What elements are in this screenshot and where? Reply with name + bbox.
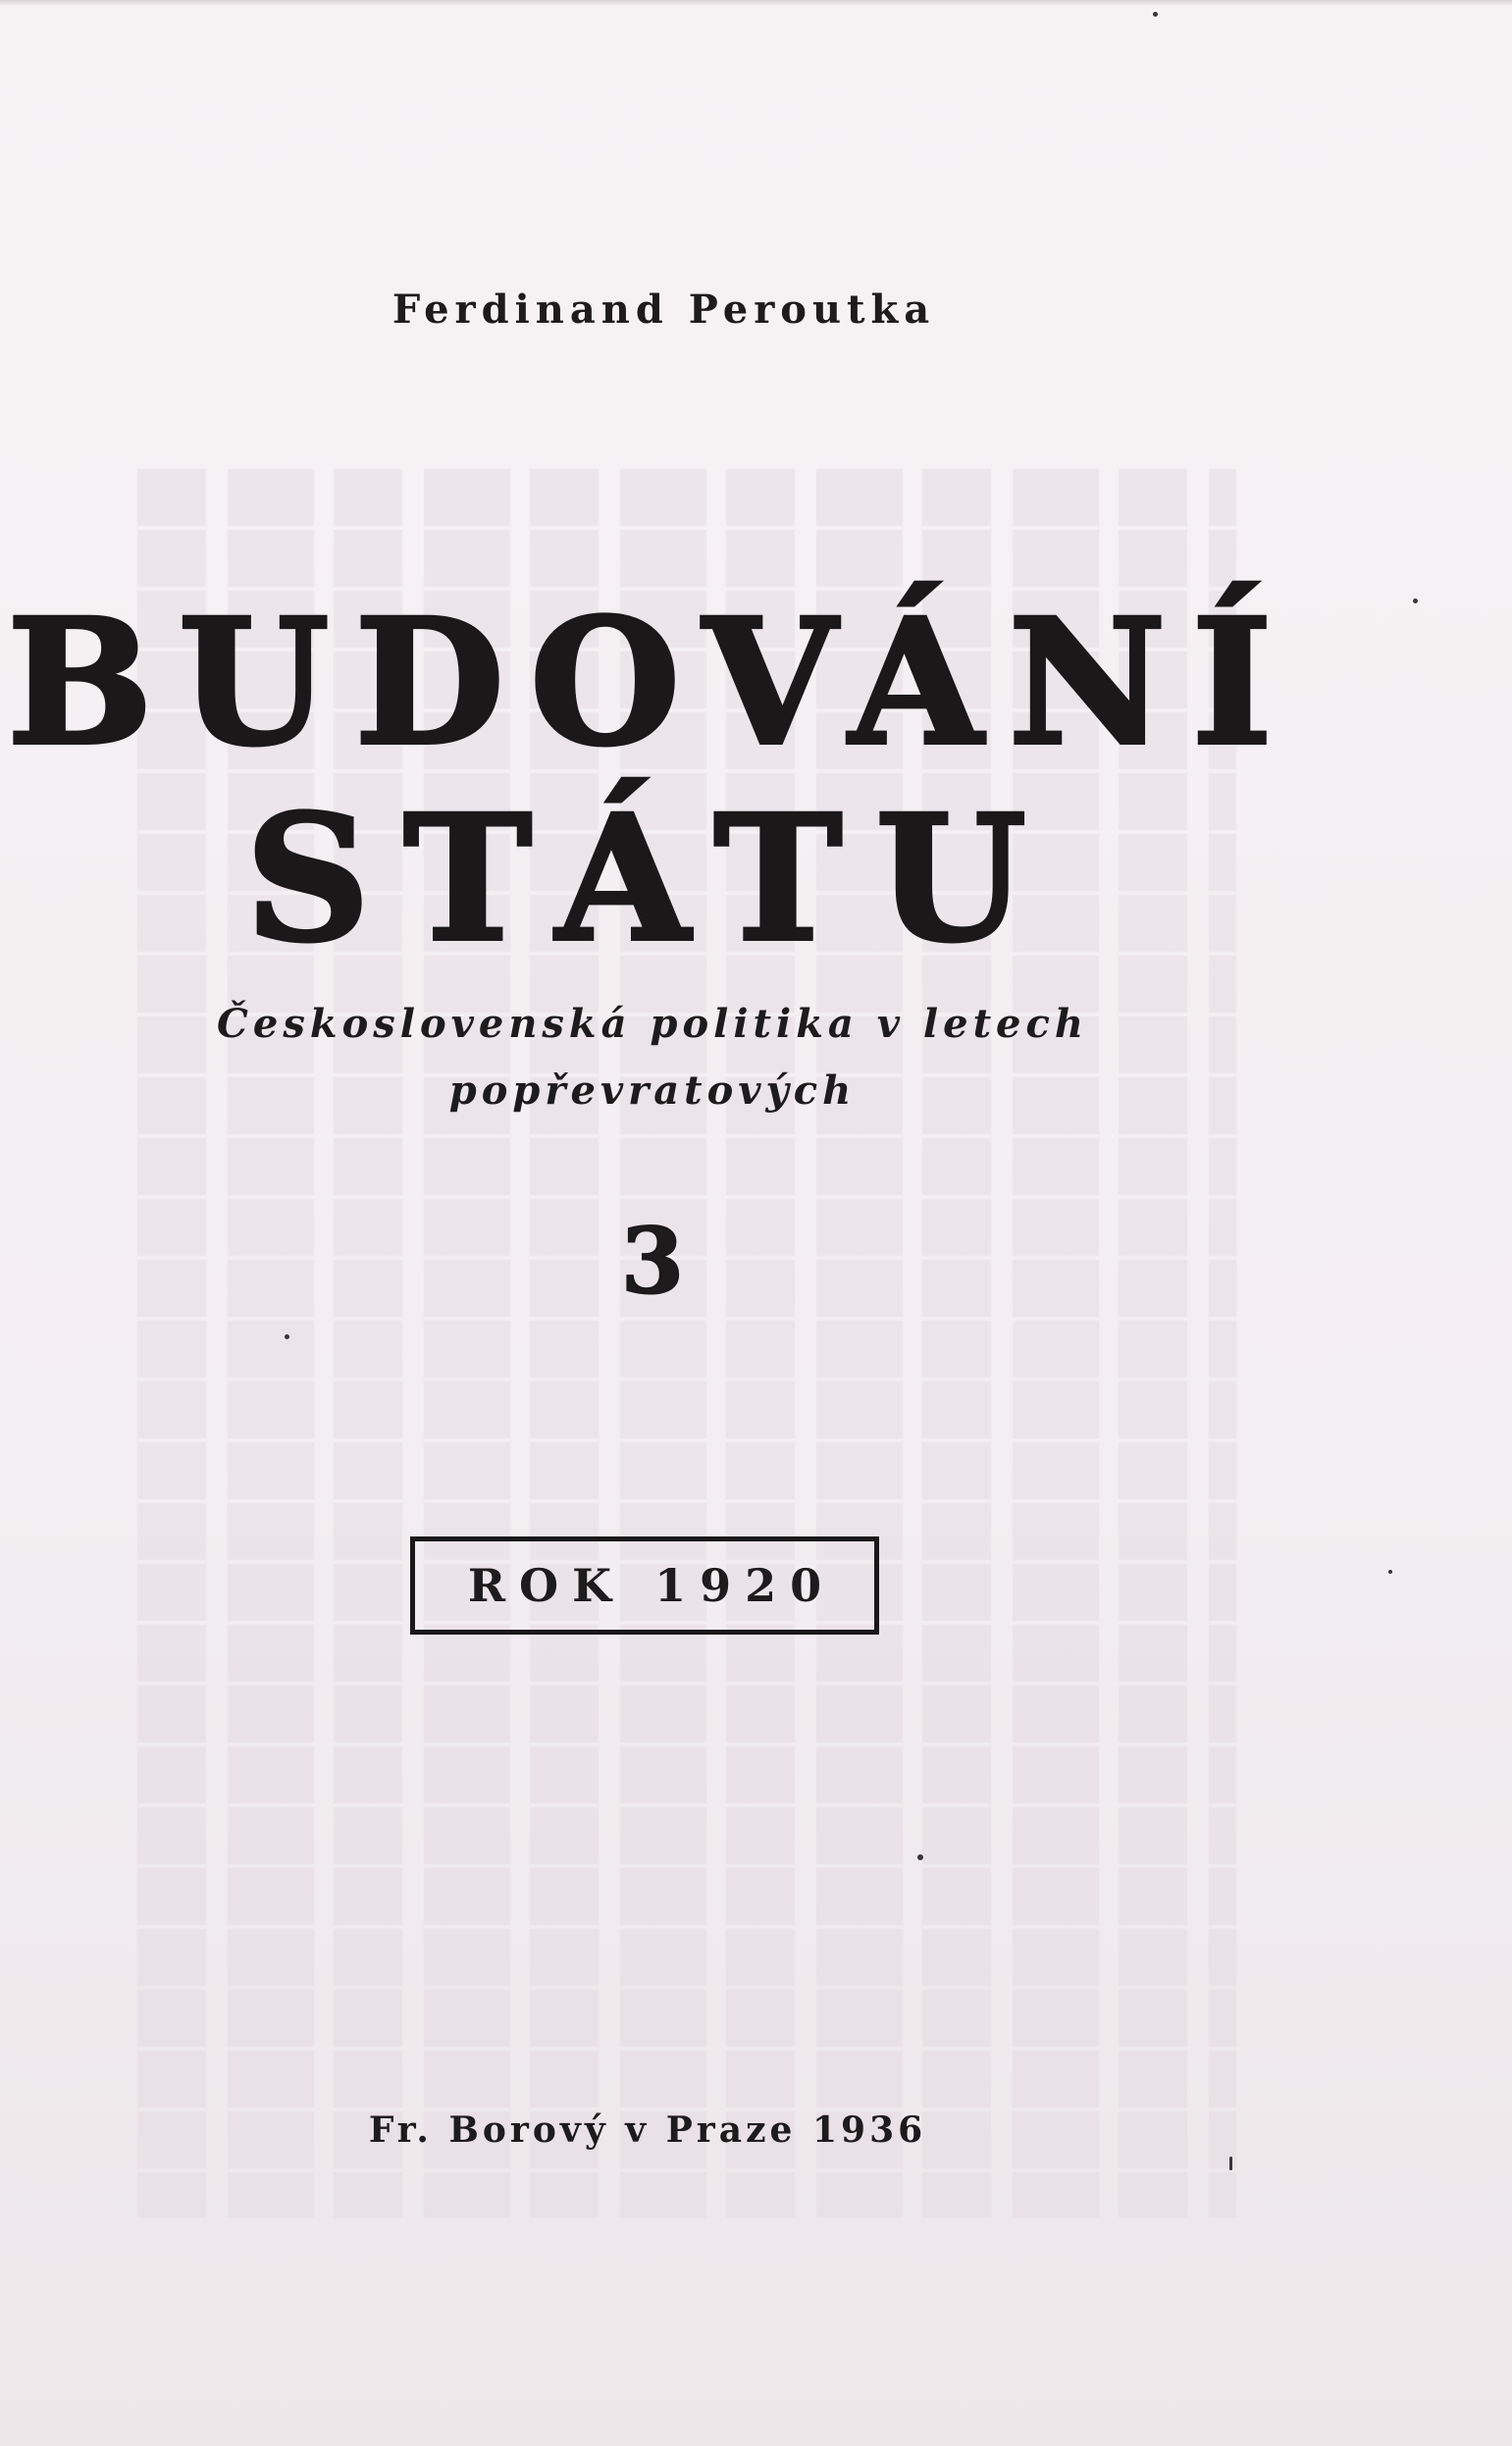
ink-speck	[1413, 598, 1418, 603]
show-through-line	[137, 1990, 1236, 2047]
show-through-line	[137, 469, 1236, 526]
ink-speck	[917, 1854, 923, 1860]
show-through-line	[137, 1868, 1236, 1925]
show-through-line	[137, 1442, 1236, 1499]
page-edge	[0, 0, 1512, 6]
show-through-heading-texture	[157, 363, 1246, 410]
subtitle-line-2: popřevratových	[448, 1067, 857, 1114]
show-through-line	[137, 1138, 1236, 1195]
show-through-line	[137, 1746, 1236, 1803]
show-through-line	[137, 1686, 1236, 1743]
show-through-line	[137, 1321, 1236, 1378]
show-through-line	[137, 530, 1236, 587]
year-label: ROK 1920	[467, 1559, 836, 1612]
book-title-line-2: STÁTU	[245, 777, 1060, 980]
show-through-line	[137, 1381, 1236, 1438]
subtitle-line-1: Československá politika v letech	[217, 1001, 1088, 1047]
ink-speck	[285, 1334, 289, 1339]
ink-speck	[1229, 2157, 1232, 2170]
show-through-line	[137, 2051, 1236, 2108]
publisher-imprint: Fr. Borový v Praze 1936	[368, 2109, 927, 2151]
author-name: Ferdinand Peroutka	[391, 286, 936, 333]
show-through-line	[137, 2172, 1236, 2217]
year-frame	[410, 1536, 879, 1635]
show-through-line	[137, 1929, 1236, 1986]
ink-speck	[1388, 1570, 1392, 1574]
ink-speck	[1153, 12, 1158, 17]
book-title-line-1: BUDOVÁNÍ	[7, 581, 1298, 784]
volume-number: 3	[620, 1208, 684, 1314]
show-through-line	[137, 1807, 1236, 1864]
